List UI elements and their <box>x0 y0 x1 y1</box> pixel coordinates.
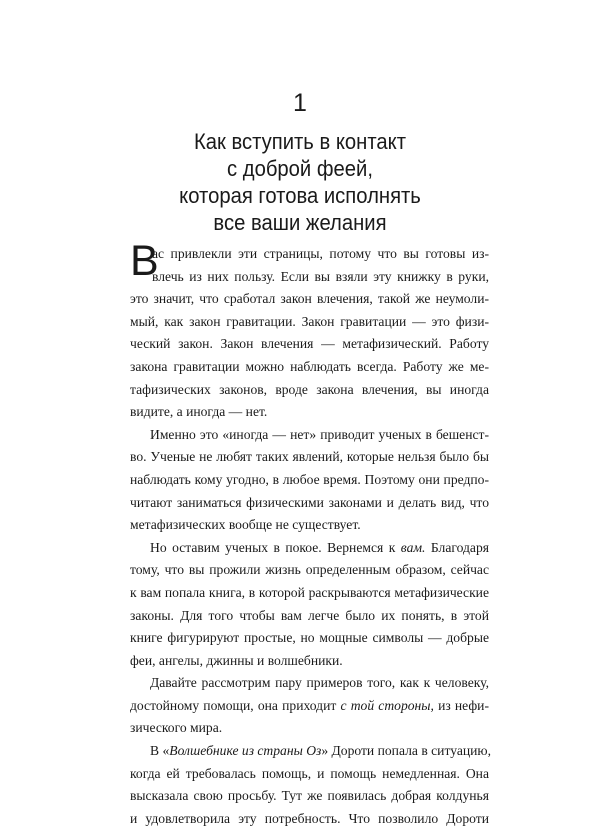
paragraph-1-line: мый, как закон гравитации. Закон гравитации — это физи- <box>130 313 489 329</box>
emphasis: Волшебнике из страны Оз <box>169 743 322 759</box>
paragraph-3-line: законы. Для того чтобы вам легче было их понять, в этой <box>130 607 489 623</box>
text-run: достойному помощи, она приходит <box>130 697 341 713</box>
text-run: Благодаря <box>425 539 489 555</box>
paragraph-2-line: наблюдать кому угодно, в любое время. Поэтому они предпо- <box>130 471 489 487</box>
paragraph-1-line: закона гравитации можно наблюдать всегда. Работу же ме- <box>130 358 489 374</box>
paragraph-1-line: ас привлекли эти страницы, потому что вы готовы из- <box>152 246 489 261</box>
paragraph-2-line: во. Ученые не любят таких явлений, которые нельзя было бы <box>130 449 489 465</box>
drop-cap: В <box>130 237 159 285</box>
paragraph-4-line <box>130 695 489 718</box>
chapter-title <box>24 128 576 236</box>
chapter-number: 1 <box>293 89 307 117</box>
paragraph-3-line <box>130 537 489 560</box>
paragraph-1-line: ческий закон. Закон влечения — метафизический. Работу <box>130 336 489 352</box>
chapter-title-line: все ваши желания <box>213 210 387 235</box>
body-text <box>130 243 489 830</box>
chapter-title-line: Как вступить в контакт <box>193 129 407 154</box>
paragraph-2-line: метафизических вообще не существует. <box>130 517 361 533</box>
paragraph-3-line: к вам попала книга, в которой раскрываются метафизические <box>130 584 489 600</box>
text-run: Но оставим ученых в покое. Вернемся к <box>150 539 401 555</box>
text-run: » Дороти попала в ситуацию, <box>321 743 491 759</box>
paragraph-2-line: читают заниматься физическими законами и делать вид, что <box>130 494 489 510</box>
chapter-title-line: с доброй феей, <box>227 156 373 181</box>
paragraph-5-line: высказала свою просьбу. Тут же появилась добрая колдунья <box>130 788 489 804</box>
paragraph-3-line: феи, ангелы, джинны и волшебники. <box>130 652 343 668</box>
paragraph-3-line: книге фигурируют простые, но мощные символы — добрые <box>130 630 489 646</box>
paragraph-3-line: тому, что вы прожили жизнь определенным образом, сейчас <box>130 562 489 578</box>
paragraph-1-line: видите, а иногда — нет. <box>130 404 268 420</box>
paragraph-4-line: Давайте рассмотрим пару примеров того, как к человеку, <box>150 675 489 691</box>
paragraph-5-line: и удовлетворила эту потребность. Что позволило Дороти <box>130 810 489 826</box>
paragraph-4-line: зического мира. <box>130 720 223 736</box>
paragraph-5-line <box>130 740 489 763</box>
text-run: из нефи- <box>433 697 489 713</box>
emphasis: с той стороны, <box>340 697 434 713</box>
paragraph-1-line: влечь из них пользу. Если вы взяли эту книжку в руки, <box>152 268 489 284</box>
paragraph-2-line: Именно это «иногда — нет» приводит ученых в бешенст- <box>150 426 489 442</box>
paragraph-1-line: тафизических законов, вроде закона влечения, вы иногда <box>130 381 489 397</box>
text-run: В « <box>150 743 170 759</box>
chapter-title-line: которая готова исполнять <box>179 183 421 208</box>
paragraph-1-line: это значит, что сработал закон влечения, такой же неумоли- <box>130 291 489 307</box>
paragraph-5-line: когда ей требовалась помощь, и помощь немедленная. Она <box>130 765 489 781</box>
emphasis: вам. <box>400 539 426 555</box>
